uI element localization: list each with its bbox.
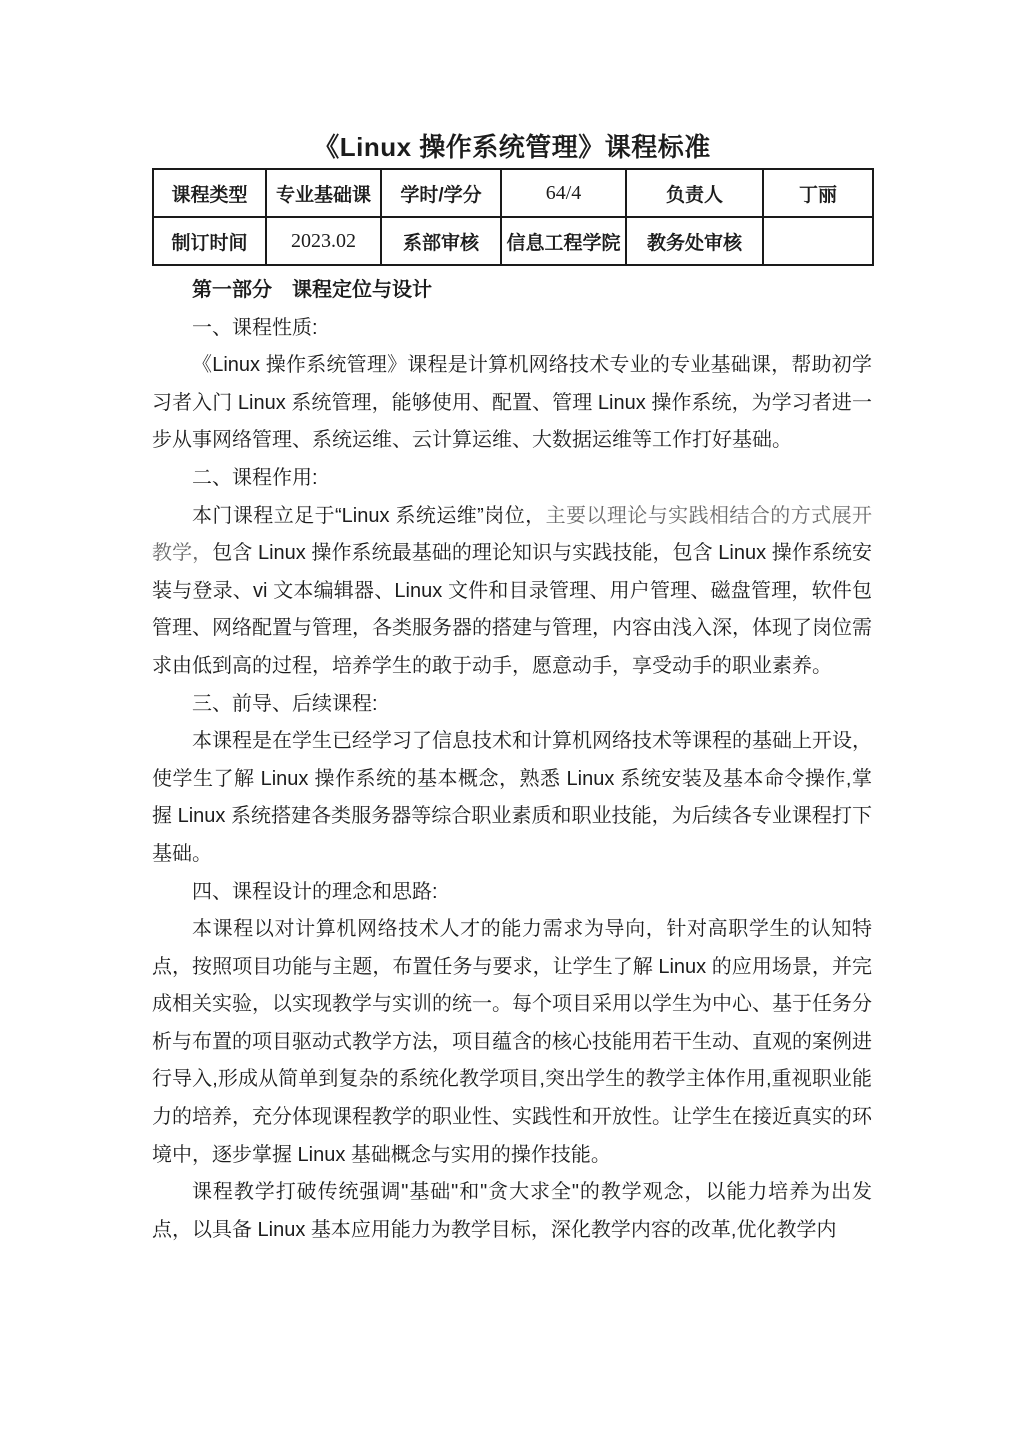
- page-title: 《Linux 操作系统管理》课程标准: [313, 132, 711, 162]
- cell-department-review-label: 系部审核: [381, 217, 501, 265]
- course-info-table: [152, 168, 874, 266]
- cell-formulation-date-label: 制订时间: [153, 217, 266, 265]
- body-paragraph: [152, 723, 872, 873]
- cell-academic-office-review-label: 教务处审核: [626, 217, 763, 265]
- cell-person-in-charge-value: 丁丽: [763, 169, 873, 217]
- section-heading: [152, 272, 872, 310]
- cell-course-type-value: 专业基础课: [266, 169, 381, 217]
- text-segment: 《Linux 操作系统管理》课程是计算机网络技术专业的专业基础课，帮助初学习者入门 Linux 系统管理，能够使用、配置、管理 Linux 操作系统，为学习者进一步从事网络管理、系统运维、云计算运维、大数据运维等工作打好基础。: [152, 354, 872, 452]
- text-segment: 本门课程立足于“Linux 系统运维”岗位，: [192, 504, 546, 527]
- sub-heading: [152, 874, 872, 912]
- text-segment: 课程教学打破传统强调"基础"和"贪大求全"的教学观念，以能力培养为出发点，以具备 Linux 基本应用能力为教学目标，深化教学内容的改革,优化教学内: [152, 1181, 872, 1241]
- sub-heading: [152, 310, 872, 348]
- body-paragraph: [152, 911, 872, 1174]
- cell-academic-office-review-value: [763, 217, 873, 265]
- cell-formulation-date-value: 2023.02: [266, 217, 381, 265]
- cell-department-review-value: 信息工程学院: [501, 217, 626, 265]
- cell-person-in-charge-label: 负责人: [626, 169, 763, 217]
- text-segment: 包含 Linux 操作系统最基础的理论知识与实践技能，包含 Linux 操作系统安装与登录、vi 文本编辑器、Linux 文件和目录管理、用户管理、磁盘管理，软件包管理、网络配置与管理，各类服务器的搭建与管理，内容由浅入深，体现了岗位需求由低到高的过程，培养学生的敢于动手，愿意动手，享受动手的职业素养。: [152, 542, 873, 677]
- text-segment: 第一部分 课程定位与设计: [192, 279, 432, 301]
- page-content: [152, 0, 872, 1249]
- sub-heading: [152, 460, 872, 498]
- text-segment: 一、课程性质:: [192, 316, 318, 339]
- text-segment: 二、课程作用:: [192, 466, 318, 489]
- table-row: [153, 217, 873, 265]
- text-segment: 四、课程设计的理念和思路:: [192, 880, 438, 903]
- text-segment: 本课程是在学生已经学习了信息技术和计算机网络技术等课程的基础上开设，使学生了解 Linux 操作系统的基本概念，熟悉 Linux 系统安装及基本命令操作,掌握 Linux 系统搭建各类服务器等综合职业素质和职业技能，为后续各专业课程打下基础。: [152, 730, 872, 865]
- body-paragraph: [152, 347, 872, 460]
- body-paragraph: [152, 498, 872, 686]
- text-segment: 本课程以对计算机网络技术人才的能力需求为导向，针对高职学生的认知特点，按照项目功能与主题，布置任务与要求，让学生了解 Linux 的应用场景，并完成相关实验，以实现教学与实训的统一。每个项目采用以学生为中心、基于任务分析与布置的项目驱动式教学方法，项目蕴含的核心技能用若干生动、直观的案例进行导入,形成从简单到复杂的系统化教学项目,突出学生的教学主体作用,重视职业能力的培养，充分体现课程教学的职业性、实践性和开放性。让学生在接近真实的环境中，逐步掌握 Linux 基础概念与实用的操作技能。: [152, 918, 872, 1166]
- cell-hours-credits-label: 学时/学分: [381, 169, 501, 217]
- sub-heading: [152, 686, 872, 724]
- body-paragraph: [152, 1174, 872, 1249]
- document-body: [152, 272, 872, 1249]
- cell-hours-credits-value: 64/4: [501, 169, 626, 217]
- table-row: [153, 169, 873, 217]
- text-segment: 三、前导、后续课程:: [192, 692, 378, 715]
- cell-course-type-label: 课程类型: [153, 169, 266, 217]
- text-segment: 主要以理论与实践相结合的方式展开教学，: [152, 504, 872, 565]
